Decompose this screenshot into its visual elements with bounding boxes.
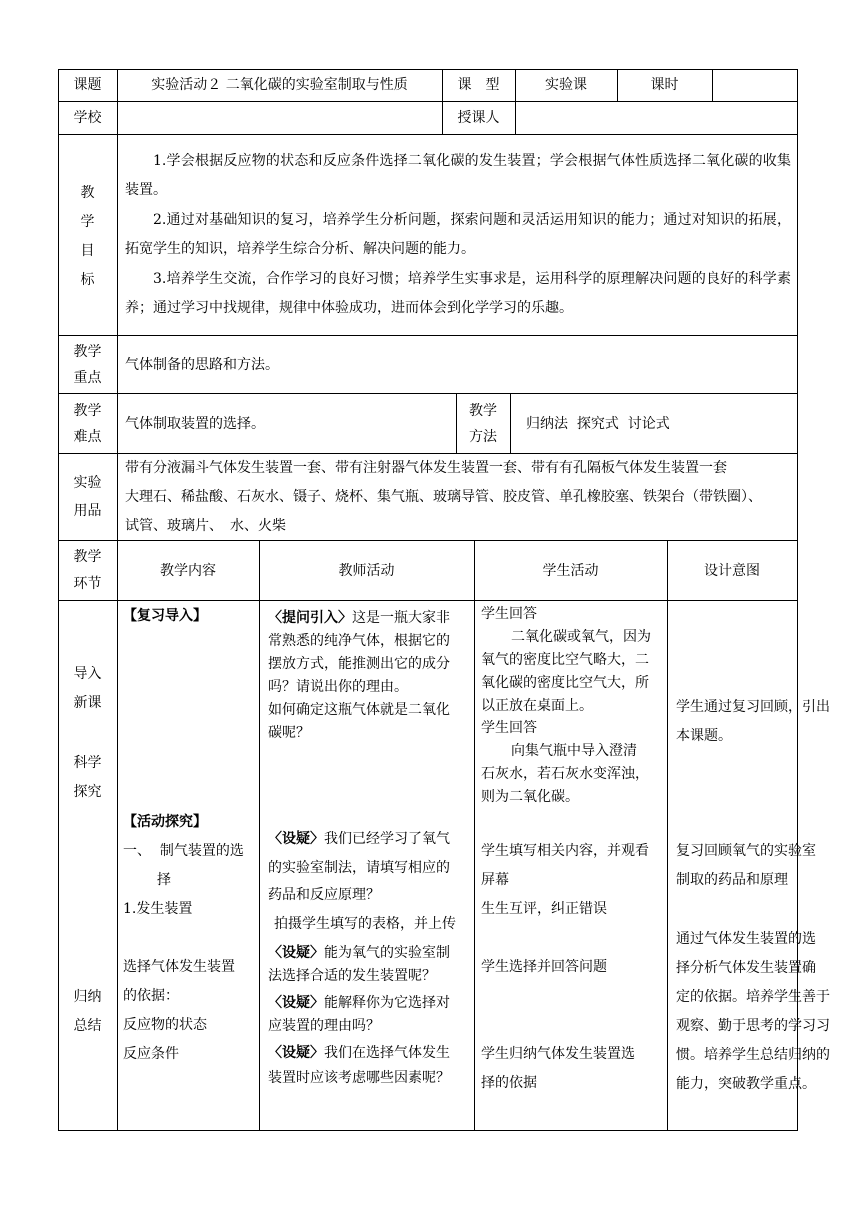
- col-divider: [510, 393, 511, 454]
- teacher-line: 摆放方式，能推测出它的成分: [268, 656, 450, 672]
- intent-line: 学生通过复习回顾，引出: [676, 699, 830, 715]
- intent-line: 择分析气体发生装置确: [676, 960, 816, 976]
- content-item: 择: [157, 872, 171, 888]
- row-divider: [58, 600, 798, 601]
- row-divider: [58, 335, 798, 336]
- teacher-line: [268, 828, 450, 850]
- teacher-line: 常熟悉的纯净气体，根据它的: [268, 633, 450, 649]
- teacher-line: [268, 1042, 450, 1064]
- question-tag: 〈设疑〉: [268, 945, 324, 961]
- student-line: 向集气瓶中导入澄清: [511, 743, 637, 759]
- intent-line: 定的依据。培养学生善于: [676, 989, 830, 1005]
- key-point-text: 气体制备的思路和方法。: [125, 357, 279, 373]
- materials-line: 试管、玻璃片、 水、火柴: [125, 518, 286, 534]
- teacher-line: [268, 992, 450, 1014]
- course-title-label: 课题: [73, 77, 102, 93]
- question-tag: 〈提问引入〉: [268, 610, 352, 626]
- question-tag: 〈设疑〉: [268, 1045, 324, 1061]
- key-point-label: 重点: [73, 370, 102, 386]
- materials-label: 实验: [73, 475, 102, 491]
- student-line: 择的依据: [481, 1075, 537, 1091]
- teacher-line: 法选择合适的发生装置呢？: [268, 968, 436, 984]
- row-divider: [58, 101, 798, 102]
- objectives-label-char: 学: [80, 214, 95, 230]
- student-line: 学生选择并回答问题: [481, 959, 607, 975]
- teacher-line: 装置时应该考虑哪些因素呢？: [268, 1070, 450, 1086]
- intent-line: 本课题。: [676, 728, 732, 744]
- teacher-line: [268, 942, 450, 964]
- stage-label: 探究: [73, 784, 102, 800]
- question-text: 我们已经学习了氧气: [324, 831, 450, 847]
- content-item: 1.发生装置: [123, 901, 193, 917]
- difficulty-label: 教学: [73, 403, 102, 419]
- question-text: 能为氧气的实验室制: [324, 945, 450, 961]
- period-label: 课时: [650, 77, 679, 93]
- difficulty-label: 难点: [73, 429, 102, 445]
- objective-item: 3.培养学生交流，合作学习的良好习惯；培养学生实事求是，运用科学的原理解决问题的良好的科学素养；通过学习中找规律，规律中体验成功，进而体会到化学学习的乐趣。: [125, 271, 791, 316]
- process-header-student: 学生活动: [542, 563, 599, 579]
- row-divider: [58, 453, 798, 454]
- activity-heading: 【活动探究】: [123, 814, 207, 830]
- difficulty-text: 气体制取装置的选择。: [125, 416, 265, 432]
- course-title: 实验活动２ 二氧化碳的实验室制取与性质: [151, 77, 408, 93]
- col-divider: [712, 69, 713, 102]
- content-item: 的依据：: [123, 988, 179, 1004]
- content-item: 一、 制气装置的选: [123, 843, 244, 859]
- stage-label: 新课: [73, 695, 102, 711]
- intent-line: 观察、勤于思考的学习习: [676, 1018, 830, 1034]
- col-divider: [474, 540, 475, 1131]
- review-heading: 【复习导入】: [123, 608, 207, 624]
- question-tag: 〈设疑〉: [268, 995, 324, 1011]
- process-header-stage: 教学: [73, 549, 102, 565]
- teacher-line: 如何确定这瓶气体就是二氧化: [268, 702, 450, 718]
- objectives-label-char: 目: [80, 243, 95, 259]
- lesson-type-value: 实验课: [545, 77, 587, 93]
- stage-label: 导入: [73, 666, 102, 682]
- materials-line: 带有分液漏斗气体发生装置一套、带有注射器气体发生装置一套、带有有孔隔板气体发生装置一套: [125, 460, 727, 476]
- student-line: 学生回答: [481, 720, 537, 736]
- question-text: 能解释你为它选择对: [324, 995, 450, 1011]
- row-divider: [58, 540, 798, 541]
- method-label: 教学: [469, 403, 497, 419]
- student-line: 学生回答: [481, 606, 537, 622]
- intent-line: 能力，突破教学重点。: [676, 1076, 816, 1092]
- col-divider: [117, 69, 118, 1131]
- intent-line: 通过气体发生装置的选: [676, 931, 816, 947]
- stage-label: 科学: [73, 755, 102, 771]
- process-header-stage: 环节: [73, 576, 102, 592]
- table-border-top: [58, 69, 798, 70]
- teacher-line: 应装置的理由吗？: [268, 1018, 380, 1034]
- materials-line: 大理石、稀盐酸、石灰水、镊子、烧杯、集气瓶、玻璃导管、胶皮管、单孔橡胶塞、铁架台（带铁圈）、: [125, 489, 762, 505]
- key-point-label: 教学: [73, 344, 102, 360]
- teacher-line: 的实验室制法，请填写相应的: [268, 860, 450, 876]
- student-line: 学生归纳气体发生装置选: [481, 1046, 635, 1062]
- objectives-label-char: 标: [80, 272, 95, 288]
- stage-label: 总结: [73, 1018, 102, 1034]
- col-divider: [667, 540, 668, 1131]
- intent-line: 制取的药品和原理: [676, 872, 788, 888]
- process-header-content: 教学内容: [160, 563, 216, 579]
- question-text: 我们在选择气体发生: [324, 1045, 450, 1061]
- objective-item: 1.学会根据反应物的状态和反应条件选择二氧化碳的发生装置；学会根据气体性质选择二氧化碳的收集装置。: [125, 153, 791, 198]
- method-text: 归纳法 探究式 讨论式: [526, 416, 670, 432]
- table-border-bottom: [58, 1130, 798, 1131]
- student-line: 屏幕: [481, 872, 509, 888]
- student-line: 石灰水，若石灰水变浑浊，: [481, 766, 649, 782]
- teacher-label: 授课人: [457, 110, 500, 126]
- col-divider: [259, 540, 260, 1131]
- teacher-line: [268, 607, 450, 629]
- student-line: 氧化碳的密度比空气大，所: [481, 675, 649, 691]
- content-item: 反应物的状态: [123, 1017, 207, 1033]
- content-item: 选择气体发生装置: [123, 959, 235, 975]
- objective-item: 2.通过对基础知识的复习，培养学生分析问题，探索问题和灵活运用知识的能力；通过对知识的拓展，拓宽学生的知识，培养学生综合分析、解决问题的能力。: [125, 212, 791, 257]
- lesson-type-label: 课 型: [457, 77, 500, 93]
- student-line: 生生互评，纠正错误: [481, 901, 607, 917]
- student-line: 以正放在桌面上。: [481, 698, 593, 714]
- row-divider: [58, 134, 798, 135]
- student-line: 氧气的密度比空气略大，二: [481, 652, 649, 668]
- materials-label: 用品: [73, 503, 102, 519]
- teacher-line: 药品和反应原理？: [268, 887, 380, 903]
- teacher-line: 碳呢？: [268, 725, 310, 741]
- stage-label: 归纳: [73, 989, 102, 1005]
- process-header-teacher: 教师活动: [338, 563, 395, 579]
- method-label: 方法: [469, 429, 497, 445]
- process-header-intent: 设计意图: [704, 563, 760, 579]
- intent-line: 复习回顾氧气的实验室: [676, 843, 816, 859]
- objectives-label-char: 教: [80, 185, 95, 201]
- question-text: 这是一瓶大家非: [352, 610, 450, 626]
- question-tag: 〈设疑〉: [268, 831, 324, 847]
- intent-line: 惯。培养学生总结归纳的: [676, 1047, 830, 1063]
- teacher-line: 拍摄学生填写的表格，并上传: [274, 916, 456, 932]
- student-line: 则为二氧化碳。: [481, 789, 579, 805]
- student-line: 二氧化碳或氧气，因为: [511, 629, 651, 645]
- row-divider: [58, 393, 798, 394]
- school-label: 学校: [73, 110, 102, 126]
- teacher-line: 吗？请说出你的理由。: [268, 679, 408, 695]
- content-item: 反应条件: [123, 1046, 179, 1062]
- student-line: 学生填写相关内容，并观看: [481, 843, 649, 859]
